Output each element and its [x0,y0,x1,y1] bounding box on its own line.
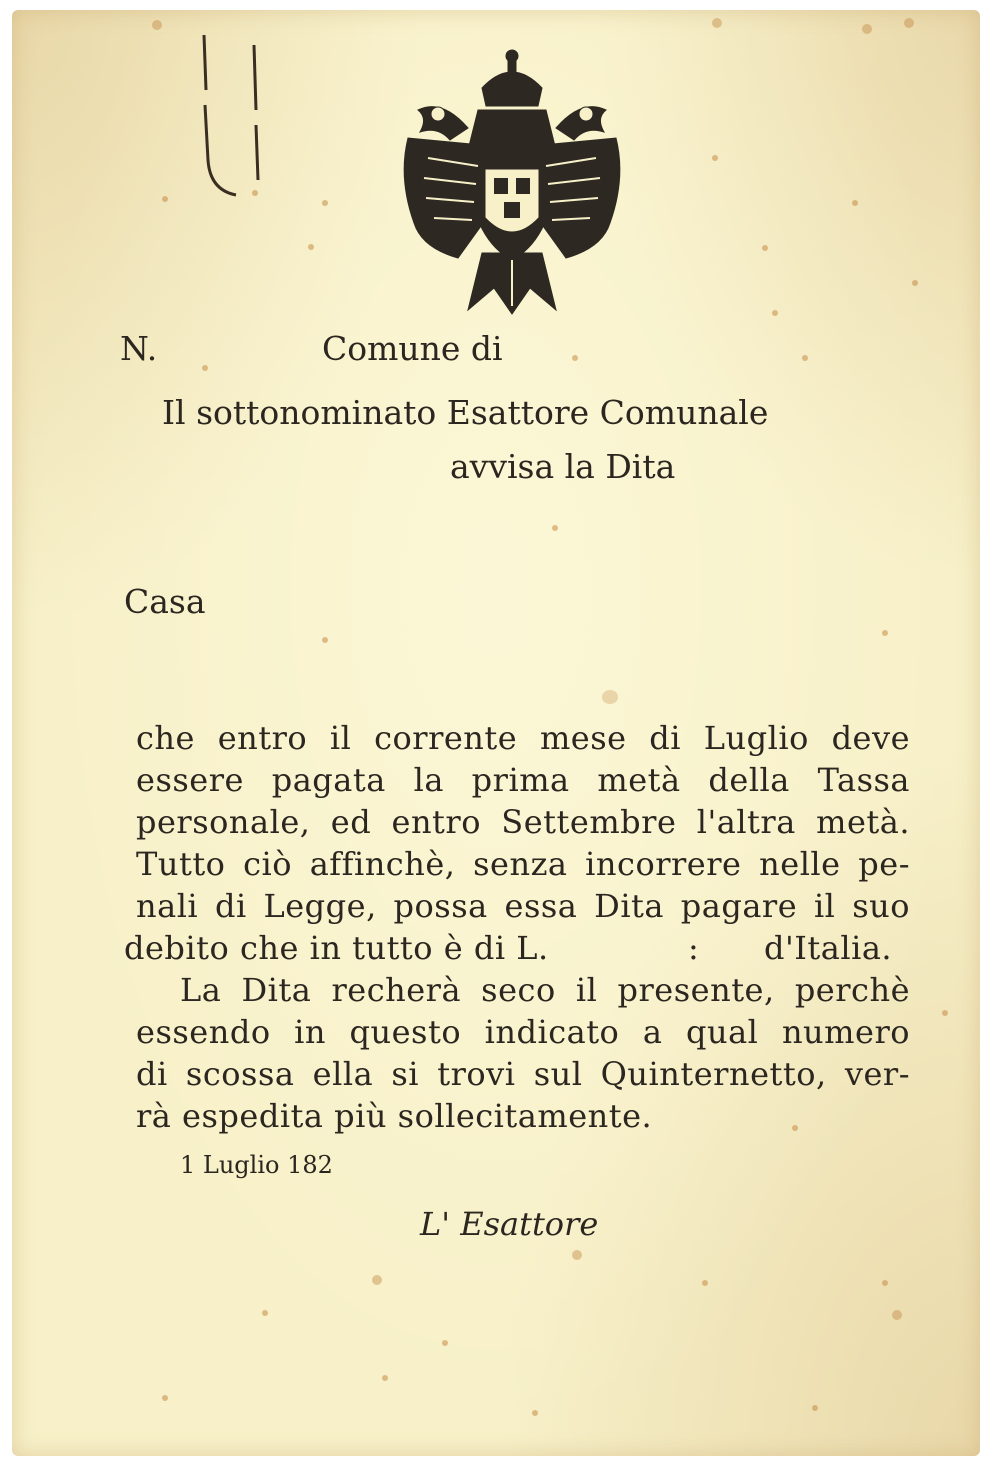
body-line: La Dita recherà seco il presente, perchè [180,971,910,1009]
house-label: Casa [124,582,206,621]
body-line: di scossa ella si trovi sul Quinternetto, ver- [136,1055,910,1093]
signature: L' Esattore [420,1205,599,1243]
debt-prefix: debito che in tutto è di L. [124,929,549,967]
document-sheet [12,10,980,1456]
collector-line: Il sottonominato Esattore Comunale [162,393,769,432]
double-headed-eagle-icon [398,48,626,318]
body-line: nali di Legge, possa essa Dita pagare il suo [136,887,910,925]
body-line: rà espedita più sollecitamente. [136,1097,653,1135]
debt-line [124,929,549,967]
debt-colon: : [688,929,699,967]
body-line: che entro il corrente mese di Luglio deve [136,719,910,757]
date-line: 1 Luglio 182 [180,1151,333,1179]
body-line: essere pagata la prima metà della Tassa [136,761,910,799]
municipality-label: Comune di [322,329,503,368]
ink-marks [196,30,276,210]
number-label: N. [120,329,158,368]
body-line: essendo in questo indicato a qual numero [136,1013,910,1051]
debt-suffix: d'Italia. [764,929,893,967]
notice-line: avvisa la Dita [450,447,676,486]
body-line: Tutto ciò affinchè, senza incorrere nelle pe- [136,845,910,883]
body-line: personale, ed entro Settembre l'altra metà. [136,803,910,841]
